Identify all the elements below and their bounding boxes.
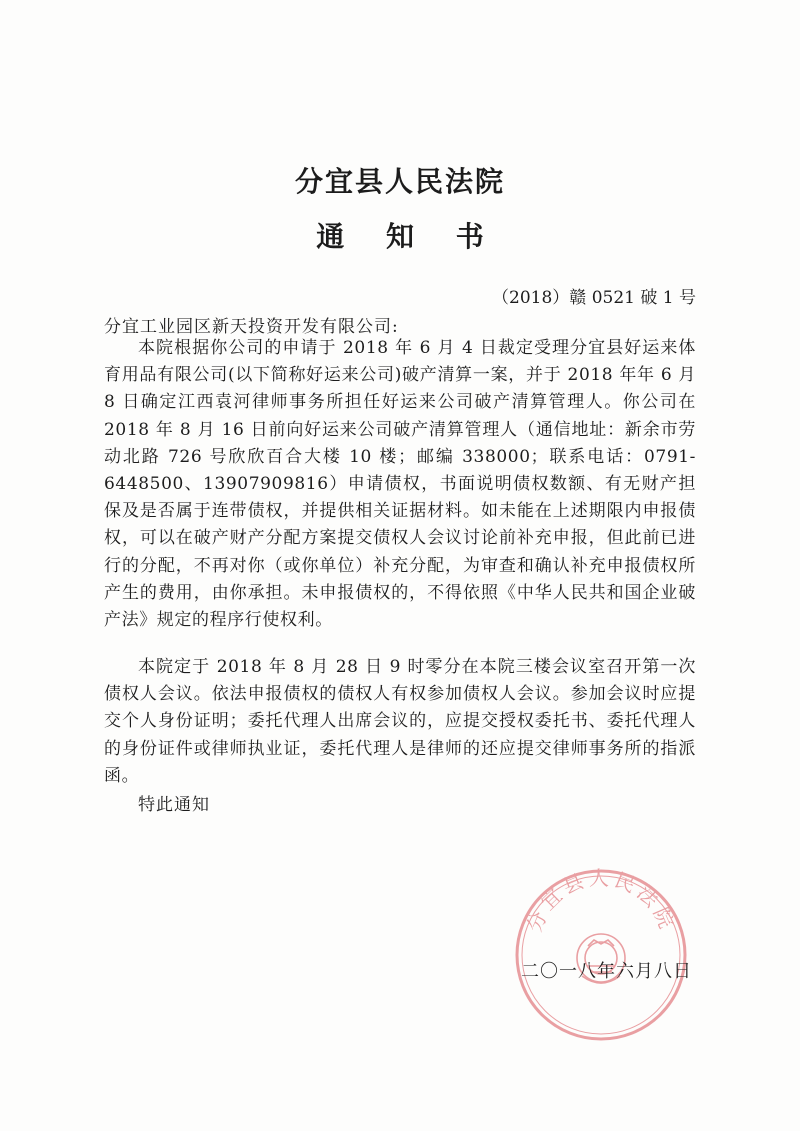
- body-paragraph-meeting: 本院定于 2018 年 8 月 28 日 9 时零分在本院三楼会议室召开第一次债权人会议。依法申报债权的债权人有权参加债权人会议。参加会议时应提交个人身份证明；委托代理人出席会议的，应提交授权委托书、委托代理人的身份证件或律师执业证，委托代理人是律师的还应提交律师事务所的指派函。: [104, 657, 696, 786]
- recipient-line: 分宜工业园区新天投资开发有限公司:: [104, 317, 399, 337]
- document-type-heading: 通 知 书: [316, 220, 500, 253]
- closing-remark: 特此通知: [138, 795, 210, 815]
- svg-text:分宜县人民法院: [522, 866, 680, 935]
- court-name-heading: 分宜县人民法院: [294, 165, 505, 198]
- seal-text: 分宜县人民法院: [521, 866, 681, 936]
- case-number: （2018）赣 0521 破 1 号: [492, 288, 696, 308]
- court-seal-stamp: [512, 866, 690, 1044]
- body-paragraph-claims: 本院根据你公司的申请于 2018 年 6 月 4 日裁定受理分宜县好运来体育用品有限公司(以下简称好运来公司)破产清算一案，并于 2018 年年 6 月 8 日确定江西袁河律师事务所担任好运来公司破产清算管理人。你公司在 2018 年 8 月 16 日前向好运来公司破产清算管理人（通信地址：新余市劳动北路 726 号欣欣百合大楼 10 楼；邮编 338000；联系电话：0791-6448500、13907909816）申请债权，书面说明债权数额、有无财产担保及是否属于连带债权，并提供相关证据材料。如未能在上述期限内申报债权，可以在破产财产分配方案提交债权人会议讨论前补充申报，但此前已进行的分配，不再对你（或你单位）补充分配，为审查和确认补充申报债权所产生的费用，由你承担。未申报债权的，不得依照《中华人民共和国企业破产法》规定的程序行使权利。: [104, 338, 696, 631]
- issue-date: 二〇一八年六月八日: [521, 961, 692, 982]
